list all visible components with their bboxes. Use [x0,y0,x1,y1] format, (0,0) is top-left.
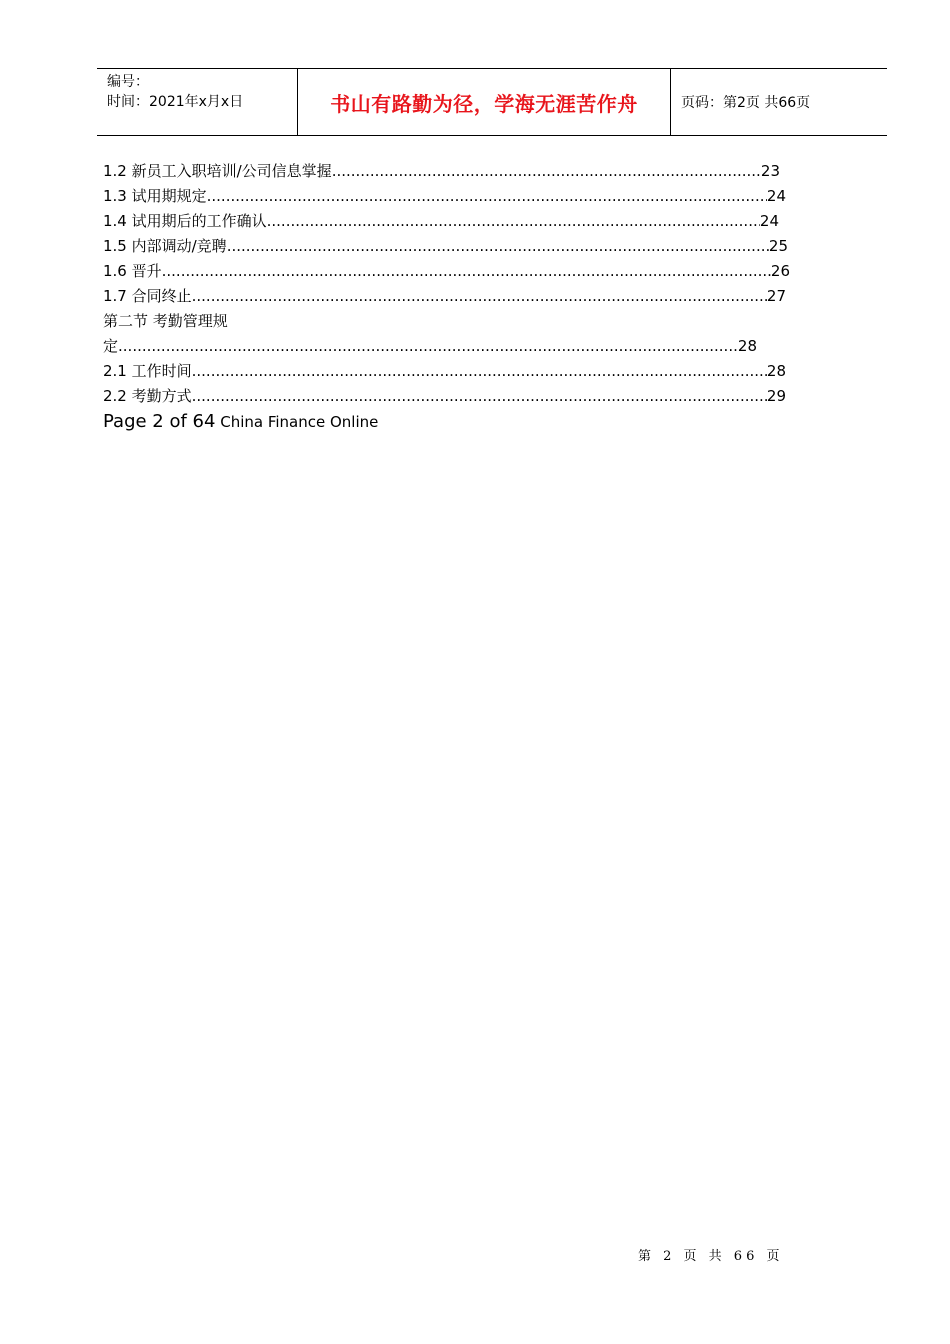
header-meta [97,69,298,135]
toc-leader-dots [192,359,767,384]
toc-entry-page: 23 [760,162,780,180]
toc-entry[interactable] [103,334,757,359]
toc-leader-dots [118,334,738,359]
header-motto-cell [298,69,671,135]
code-label: 编号： [107,74,149,90]
toc-leader-dots [192,284,767,309]
page-count-text: Page 2 of 64 [103,411,216,432]
toc-entry[interactable] [103,184,786,209]
toc-section-title[interactable]: 第二节 考勤管理规 [103,312,228,330]
page-count-line [103,409,793,435]
toc-entry-page: 28 [737,337,757,355]
toc-leader-dots [192,384,767,409]
toc-entry-label: 1.6 晋升 [103,262,162,280]
toc-entry[interactable] [103,209,779,234]
toc-leader-dots [207,184,767,209]
toc-entry-label: 2.2 考勤方式 [103,387,192,405]
toc-entry-page: 24 [766,187,786,205]
toc-entry-label: 2.1 工作时间 [103,362,192,380]
toc-entry[interactable] [103,259,790,284]
toc-entry-page: 24 [759,212,779,230]
toc-leader-dots [227,234,769,259]
toc-entry-label: 1.7 合同终止 [103,287,192,305]
toc-leader-dots [267,209,760,234]
table-of-contents [103,159,793,435]
time-label: 时间：2021年x月x日 [107,94,244,110]
toc-entry-label: 定 [103,337,119,355]
page-info-text: 页码：第2页 共66页 [681,95,811,111]
toc-entry[interactable] [103,159,780,184]
motto-text: 书山有路勤为径，学海无涯苦作舟 [330,91,638,116]
header-page-info [671,69,887,135]
toc-entry[interactable] [103,234,788,259]
toc-leader-dots [332,159,761,184]
toc-entry-label: 1.5 内部调动/竞聘 [103,237,227,255]
toc-entry-page: 28 [766,362,786,380]
page-footer: 第 2 页 共 66 页 [638,1249,784,1264]
toc-leader-dots [162,259,771,284]
company-name: China Finance Online [215,413,379,431]
toc-entry[interactable] [103,359,786,384]
toc-entry[interactable] [103,284,786,309]
toc-entry-page: 26 [770,262,790,280]
toc-entry-page: 29 [766,387,786,405]
page-header [97,68,887,136]
toc-entry-page: 27 [766,287,786,305]
toc-entry[interactable] [103,384,786,409]
toc-entry-label: 1.2 新员工入职培训/公司信息掌握 [103,162,332,180]
toc-entry-page: 25 [768,237,788,255]
toc-entry-label: 1.4 试用期后的工作确认 [103,212,267,230]
toc-entry-label: 1.3 试用期规定 [103,187,207,205]
